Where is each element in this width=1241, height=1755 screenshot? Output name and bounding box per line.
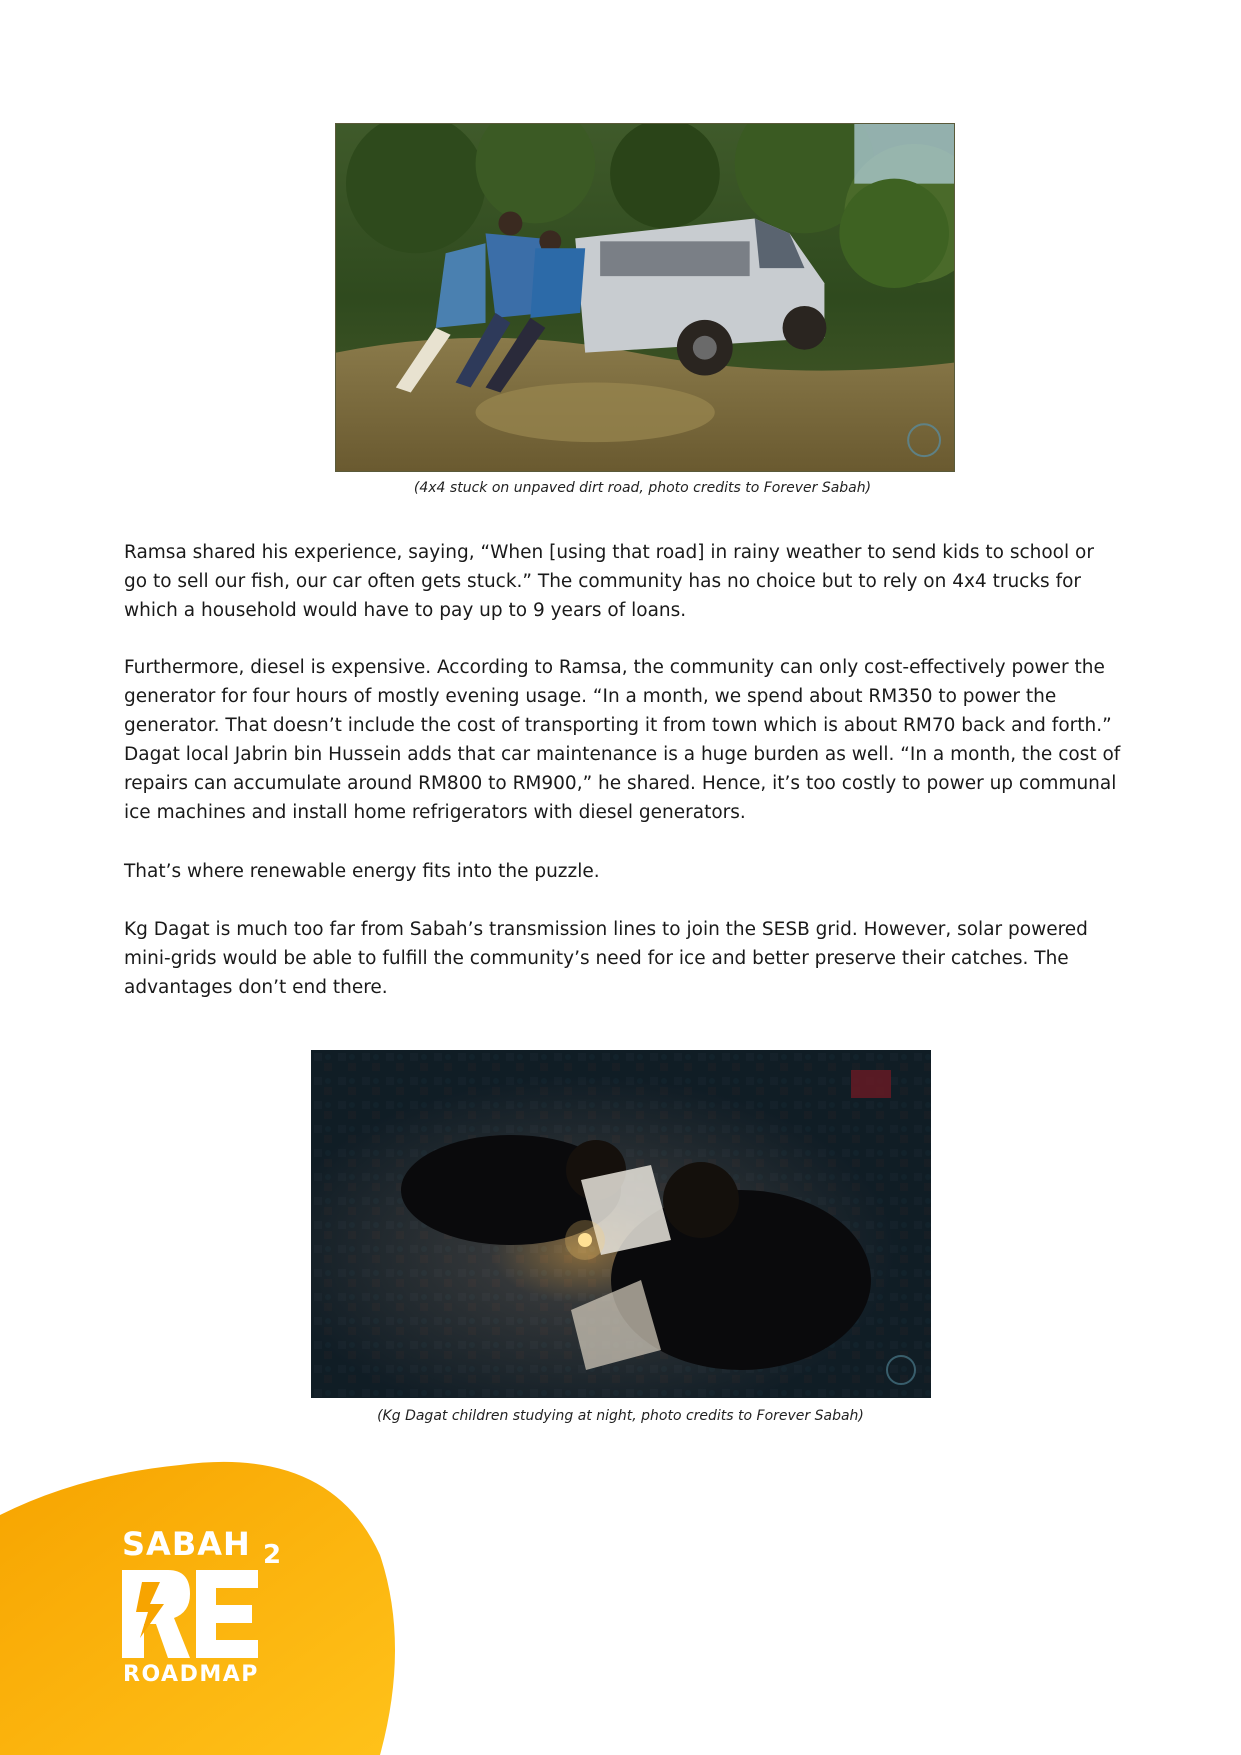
logo-superscript: 2: [263, 1540, 283, 1570]
children-studying-photo: [311, 1050, 931, 1398]
paragraph: Furthermore, diesel is expensive. According to Ramsa, the community can only cost-effectively power the generator for four hours of mostly evening usage. “In a month, we spend about RM350 to power the generator. That doesn’t include the cost of transporting it from town which is about RM70 back and forth.” Dagat local Jabrin bin Hussein adds that car maintenance is a huge burden as well. “In a month, the cost of repairs can accumulate around RM800 to RM900,” he shared. Hence, it’s too costly to power up communal ice machines and install home refrigerators with diesel generators.: [124, 657, 1121, 823]
re-logo-mark: [120, 1568, 260, 1660]
logo-bottom-text: ROADMAP: [123, 1662, 259, 1687]
truck-stuck-photo: [335, 123, 955, 472]
photo-caption: (Kg Dagat children studying at night, photo credits to Forever Sabah): [377, 1408, 864, 1424]
paragraph: Ramsa shared his experience, saying, “When [using that road] in rainy weather to send kids to school or go to sell our fish, our car often gets stuck.” The community has no choice but to rely on 4x4 trucks for which a household would have to pay up to 9 years of loans.: [124, 542, 1094, 621]
photo-caption: (4x4 stuck on unpaved dirt road, photo credits to Forever Sabah): [413, 480, 872, 496]
paragraph: That’s where renewable energy fits into the puzzle.: [124, 861, 600, 882]
paragraph: Kg Dagat is much too far from Sabah’s transmission lines to join the SESB grid. However, solar powered mini-grids would be able to fulfill the community’s need for ice and better preserve their catches. The advantages don’t end there.: [124, 919, 1088, 998]
logo-top-text: SABAH: [122, 1525, 251, 1563]
